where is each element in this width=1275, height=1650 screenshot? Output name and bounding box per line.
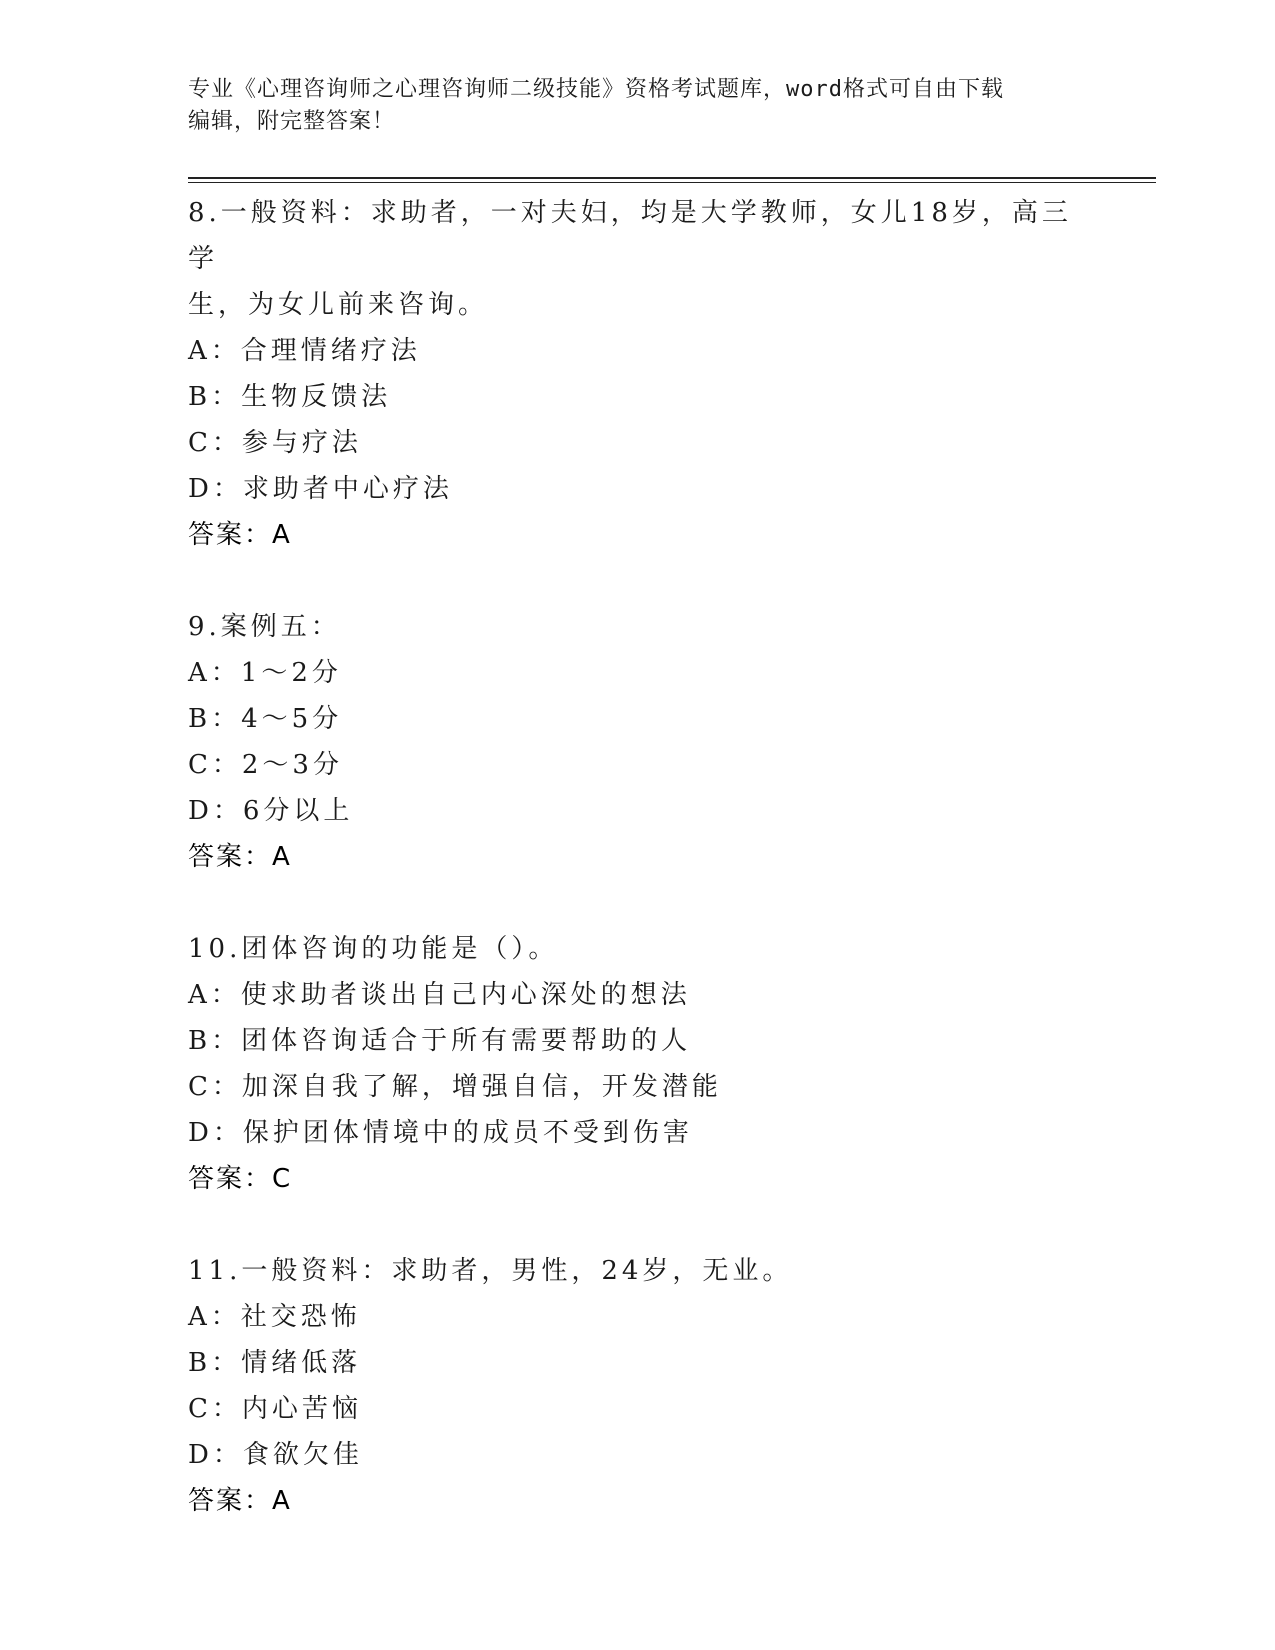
question-stem-continued: 生，为女儿前来咨询。 (188, 290, 489, 320)
document-header (188, 74, 1088, 138)
option-a: A：合理情绪疗法 (188, 336, 421, 366)
option-a: A：1～2分 (188, 658, 342, 688)
question-8 (188, 190, 1088, 558)
option-b: B：团体咨询适合于所有需要帮助的人 (188, 1026, 692, 1056)
question-11 (188, 1248, 1088, 1524)
option-d: D：求助者中心疗法 (188, 474, 453, 504)
option-a: A：社交恐怖 (188, 1302, 361, 1332)
header-line-1: 专业《心理咨询师之心理咨询师二级技能》资格考试题库，word格式可自由下载 (188, 77, 1004, 102)
question-list (188, 190, 1088, 1570)
header-divider-thick (188, 177, 1156, 179)
option-c: C：2～3分 (188, 750, 343, 780)
answer: 答案：A (188, 1486, 292, 1516)
question-stem: 11.一般资料：求助者，男性，24岁，无业。 (188, 1256, 793, 1286)
option-b: B：4～5分 (188, 704, 343, 734)
option-c: C：内心苦恼 (188, 1394, 362, 1424)
question-stem: 9.案例五： (188, 612, 341, 642)
question-10 (188, 926, 1088, 1202)
option-d: D：食欲欠佳 (188, 1440, 363, 1470)
option-b: B：情绪低落 (188, 1348, 362, 1378)
header-divider-thin (188, 182, 1156, 183)
option-c: C：加深自我了解，增强自信，开发潜能 (188, 1072, 722, 1102)
question-9 (188, 604, 1088, 880)
question-stem: 8.一般资料：求助者，一对夫妇，均是大学教师，女儿18岁，高三学 (188, 198, 1072, 274)
header-line-2: 编辑，附完整答案！ (188, 109, 396, 134)
option-a: A：使求助者谈出自己内心深处的想法 (188, 980, 691, 1010)
question-stem: 10.团体咨询的功能是（）。 (188, 934, 559, 964)
answer: 答案：A (188, 842, 292, 872)
option-b: B：生物反馈法 (188, 382, 392, 412)
option-d: D：6分以上 (188, 796, 354, 826)
option-d: D：保护团体情境中的成员不受到伤害 (188, 1118, 693, 1148)
option-c: C：参与疗法 (188, 428, 362, 458)
answer: 答案：C (188, 1164, 293, 1194)
answer: 答案：A (188, 520, 292, 550)
